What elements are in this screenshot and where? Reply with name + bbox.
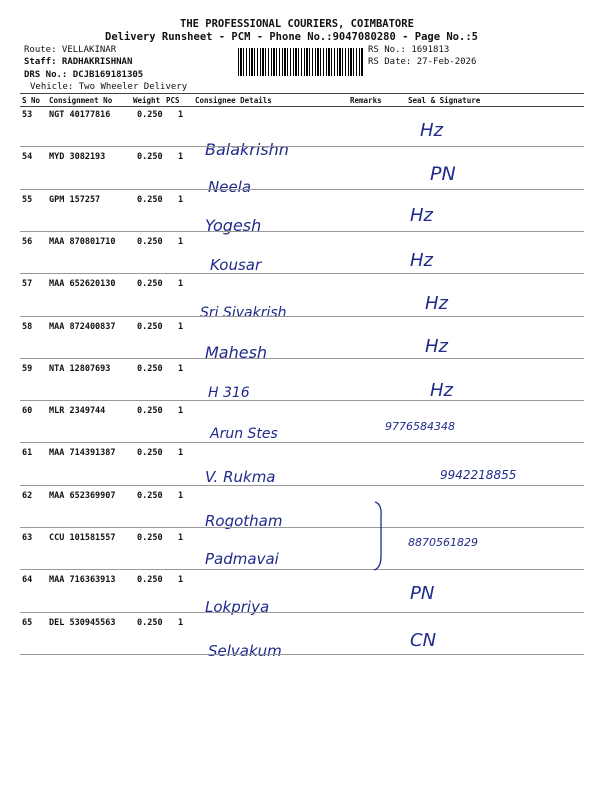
row-divider	[20, 231, 584, 232]
row-signature: PN	[410, 583, 435, 604]
row-signature: PN	[430, 163, 456, 185]
col-weight: Weight	[133, 96, 161, 105]
row-pcs: 1	[178, 236, 184, 247]
row-divider	[20, 273, 584, 274]
header-bottom-rule	[20, 106, 584, 107]
row-consignment: MAA 870801710	[49, 236, 116, 247]
row-consignee-handwriting: Padmavai	[205, 550, 279, 568]
row-weight: 0.250	[137, 110, 163, 120]
page-subtitle: Delivery Runsheet - PCM - Phone No.:9047080280 - Page No.:5	[105, 31, 478, 43]
row-signature: Hz	[410, 205, 433, 226]
row-signature: Hz	[430, 380, 453, 401]
col-sno: S No	[22, 96, 41, 105]
row-signature: 9942218855	[440, 468, 517, 482]
row-consignment: GPM 157257	[49, 194, 101, 205]
row-divider	[20, 442, 584, 443]
col-consignment: Consignment No	[49, 96, 113, 105]
row-signature: Hz	[420, 120, 443, 141]
row-signature: Hz	[425, 293, 448, 314]
row-pcs: 1	[178, 110, 184, 120]
row-divider	[20, 527, 584, 528]
row-weight: 0.250	[137, 533, 163, 543]
row-consignment: DEL 530945563	[49, 617, 116, 628]
row-pcs: 1	[178, 194, 184, 205]
row-divider	[20, 569, 584, 570]
row-consignment: NTA 12807693	[49, 363, 111, 374]
row-pcs: 1	[178, 448, 184, 459]
row-weight: 0.250	[137, 575, 163, 586]
row-weight: 0.250	[137, 279, 163, 290]
row-sno: 63	[22, 533, 33, 543]
row-consignment: NGT 40177816	[49, 110, 111, 120]
row-consignment: MAA 716363913	[49, 575, 116, 586]
col-remarks: Remarks	[350, 96, 382, 105]
row-weight: 0.250	[137, 152, 163, 163]
row-consignee-handwriting: Sri Sivakrish	[200, 305, 287, 321]
row-consignee-handwriting: Yogesh	[205, 216, 262, 235]
row-weight: 0.250	[137, 490, 163, 501]
row-sno: 53	[22, 110, 33, 120]
row-sno: 59	[22, 363, 33, 374]
row-consignee-handwriting: Balakrishn	[205, 140, 289, 159]
page-title: THE PROFESSIONAL COURIERS, COIMBATORE	[180, 18, 414, 30]
row-consignee-handwriting: Mahesh	[205, 343, 268, 362]
row-consignee-handwriting: Arun Stes	[210, 426, 278, 442]
row-sno: 62	[22, 490, 33, 501]
row-pcs: 1	[178, 152, 184, 163]
row-consignee-handwriting: Rogotham	[205, 512, 283, 530]
drs-label: DRS No.: DCJB169181305	[24, 70, 144, 80]
row-divider	[20, 612, 584, 613]
row-consignment: MAA 652369907	[49, 490, 116, 501]
row-signature: Hz	[425, 336, 448, 357]
row-signature: 8870561829	[408, 536, 478, 549]
row-consignee-handwriting: V. Rukma	[205, 468, 276, 486]
bracket-mark	[372, 500, 388, 572]
row-pcs: 1	[178, 279, 184, 290]
rs-number: RS No.: 1691813	[368, 45, 450, 55]
row-signature: CN	[410, 630, 437, 651]
rs-date: RS Date: 27-Feb-2026	[368, 57, 477, 67]
col-pcs: PCS	[166, 96, 180, 105]
row-weight: 0.250	[137, 617, 163, 628]
row-pcs: 1	[178, 490, 184, 501]
row-consignee-handwriting: H 316	[208, 385, 250, 401]
row-sno: 56	[22, 236, 33, 247]
row-pcs: 1	[178, 533, 184, 543]
row-consignment: MAA 652620130	[49, 279, 116, 290]
vehicle-label: Vehicle: Two Wheeler Delivery	[30, 82, 188, 92]
row-consignment: MLR 2349744	[49, 406, 106, 417]
row-sno: 54	[22, 152, 33, 163]
row-sno: 58	[22, 321, 33, 332]
row-sno: 55	[22, 194, 33, 205]
row-divider	[20, 189, 584, 190]
col-seal: Seal & Signature	[408, 96, 481, 105]
row-pcs: 1	[178, 406, 184, 417]
row-pcs: 1	[178, 363, 184, 374]
row-pcs: 1	[178, 575, 184, 586]
col-consignee: Consignee Details	[195, 96, 272, 105]
row-pcs: 1	[178, 321, 184, 332]
row-consignee-handwriting: Neela	[208, 178, 252, 196]
row-weight: 0.250	[137, 363, 163, 374]
row-weight: 0.250	[137, 194, 163, 205]
row-divider	[20, 358, 584, 359]
row-weight: 0.250	[137, 321, 163, 332]
staff-label: Staff: RADHAKRISHNAN	[24, 57, 133, 67]
row-consignee-handwriting: Selvakum	[208, 642, 282, 660]
row-consignment: CCU 101581557	[49, 533, 116, 543]
row-sno: 64	[22, 575, 33, 586]
row-weight: 0.250	[137, 448, 163, 459]
row-divider	[20, 316, 584, 317]
table-top-rule	[20, 93, 584, 94]
barcode-image	[238, 48, 364, 76]
row-signature: Hz	[410, 250, 433, 271]
row-divider	[20, 400, 584, 401]
row-consignee-handwriting: Lokpriya	[205, 598, 270, 616]
route-label: Route: VELLAKINAR	[24, 45, 117, 55]
row-consignment: MAA 872400837	[49, 321, 116, 332]
row-consignment: MYD 3082193	[49, 152, 106, 163]
row-divider	[20, 146, 584, 147]
row-pcs: 1	[178, 617, 184, 628]
row-weight: 0.250	[137, 406, 163, 417]
row-sno: 57	[22, 279, 33, 290]
row-divider	[20, 654, 584, 655]
row-divider	[20, 485, 584, 486]
row-sno: 65	[22, 617, 33, 628]
row-signature: 9776584348	[385, 420, 455, 433]
row-consignment: MAA 714391387	[49, 448, 116, 459]
row-sno: 61	[22, 448, 33, 459]
row-weight: 0.250	[137, 236, 163, 247]
row-consignee-handwriting: Kousar	[210, 256, 262, 274]
row-sno: 60	[22, 406, 33, 417]
